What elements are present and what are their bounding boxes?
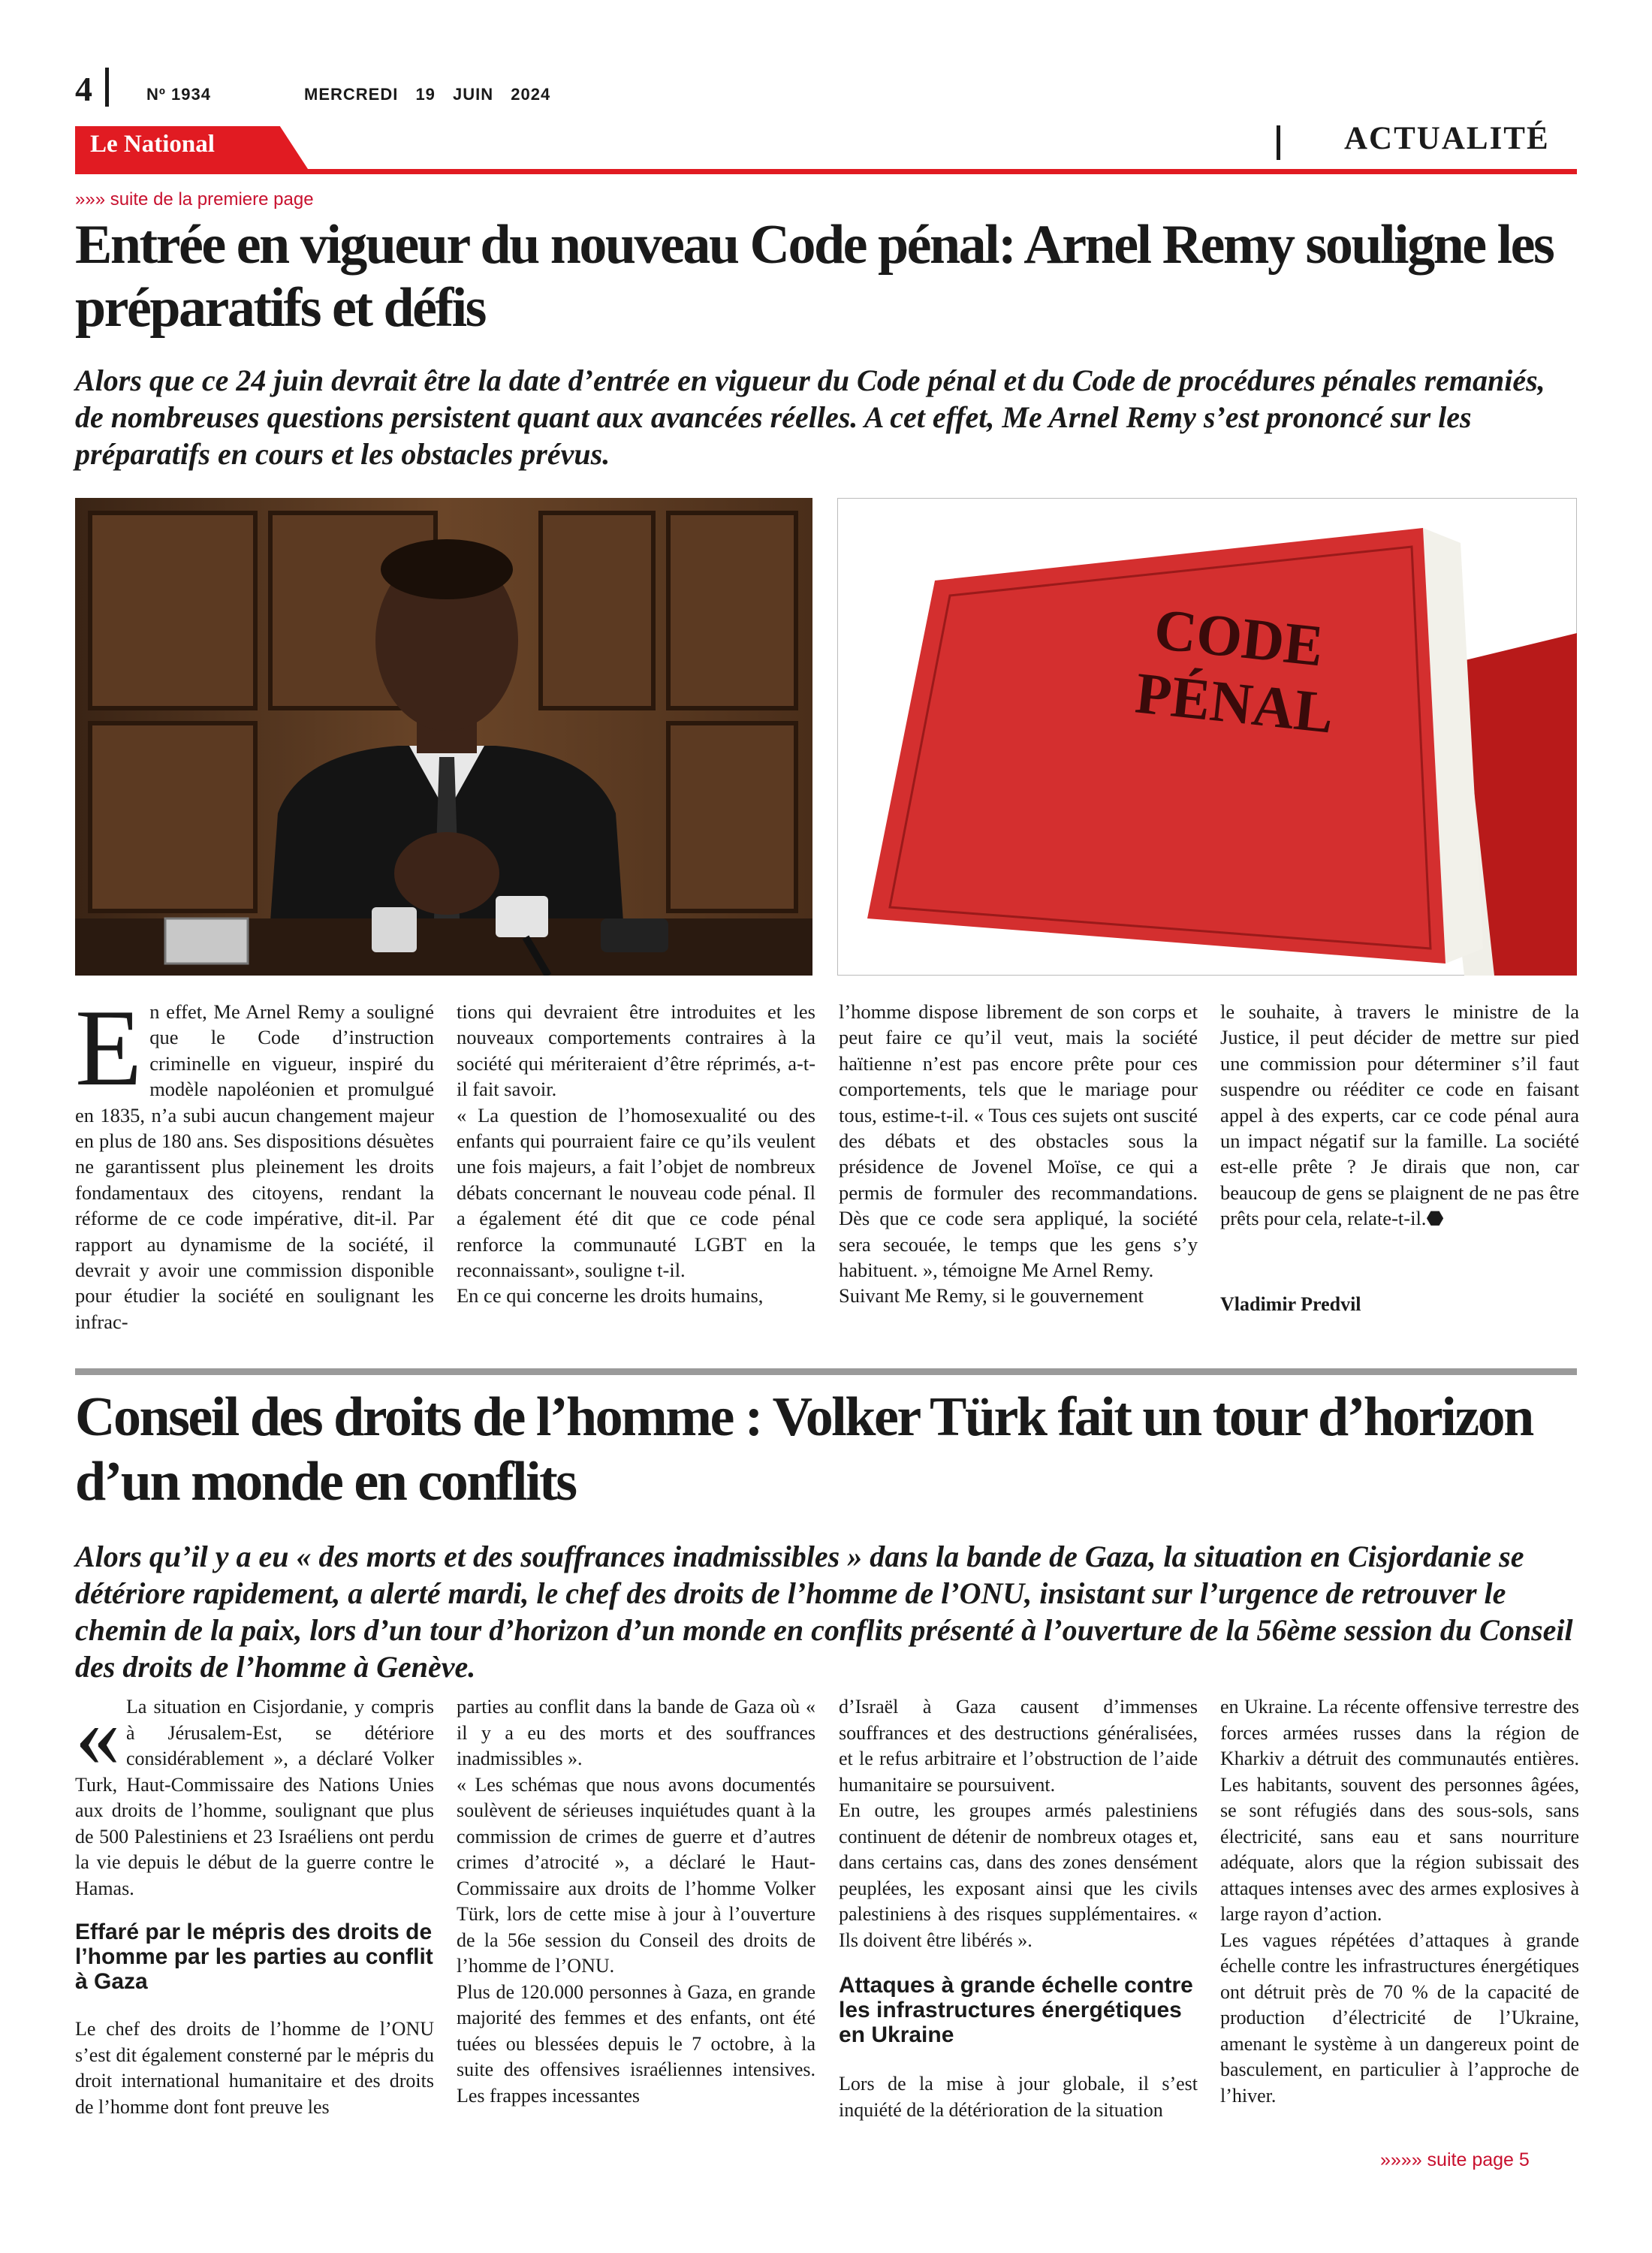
paragraph: Le chef des droits de l’homme de l’ONU s’est dit également consterné par le mépris du droit international humanitaire et des droits de l’homme dont font preuve les — [75, 2018, 434, 2118]
section-divider — [1277, 125, 1280, 160]
paragraph: « Les schémas que nous avons documentés soulèvent de sérieuses inquiétudes quant à la commission de crimes de guerre et d’autres crimes d’atrocité », a déclaré le Haut-Commissaire aux droits de l’homme Volker Türk, lors de cette mise à jour à l’ouverture de la 56e session du Conseil des droits de l’homme de l’ONU. — [457, 1773, 815, 1977]
book-title-line1: CODE — [1151, 596, 1327, 679]
article1-column-2 — [457, 999, 815, 1309]
article2-column-2 — [457, 1694, 815, 2109]
article1-column-4 — [1220, 999, 1579, 1232]
page-number: 4 — [75, 70, 92, 108]
article-separator — [75, 1368, 1577, 1375]
drop-cap: E — [75, 987, 143, 1108]
code-book-photo — [837, 498, 1577, 976]
paragraph: Les vagues répétées d’attaques à grande échelle contre les infrastructures énergétiques ont détruit près de 70 % de la capacité de production d’électricité de l’Ukraine, amenant le système à un dangereux point de basculement, en particulier à l’approche de l’hiver. — [1220, 1929, 1579, 2107]
continued-from-label: »»» suite de la premiere page — [75, 189, 314, 210]
subheading: Attaques à grande échelle contre les infrastructures énergétiques en Ukraine — [839, 1973, 1193, 2047]
article1-column-3 — [839, 999, 1198, 1309]
paragraph: La situation en Cisjordanie, y compris à Jérusalem-Est, se détériore considérablement », a déclaré Volker Turk, Haut-Commissaire des Nations Unies aux droits de l’homme, soulignant que plus de 500 Palestiniens et 23 Israéliens ont perdu la vie depuis le début de la guerre contre le Hamas. — [75, 1696, 434, 1899]
byline: Vladimir Predvil — [1220, 1293, 1361, 1315]
paragraph: tions qui devraient être introduites et les nouveaux comportements contraires à la société qui mériteraient d’être réprimés, a-t-il fait savoir. — [457, 1000, 815, 1101]
continued-on-link[interactable]: »»»» suite page 5 — [1380, 2149, 1530, 2170]
paragraph: l’homme dispose librement de son corps et peut faire ce qu’il veut, mais la société haïtienne n’est pas encore prête pour ces comportements, tels que le mariage pour tous, estime-t-il. « Tous ces sujets ont suscité des débats et des obstacles sous la présidence de Jovenel Moïse, ce qui a permis de formuler des recommandations. Dès que ce code sera appliqué, la société sera secouée, le temps que les gens s’y habituent. », témoigne Me Arnel Remy. — [839, 1000, 1198, 1282]
article2-column-3 — [839, 1694, 1198, 2123]
paragraph: le souhaite, à travers le ministre de la Justice, il peut décider de mettre sur pied une commission pour déterminer s’il faut suspendre ou rééditer ce code en faisant appel à des experts, car ce code pénal aura un impact négatif sur la famille. La société est-elle prête ? Je dirais que non, car beaucoup de gens se plaignent de ne pas être prêts pour cela, relate-t-il. — [1220, 1000, 1579, 1230]
paragraph: en Ukraine. La récente offensive terrestre des forces armées russes dans la région de Kharkiv a détruit des communautés entières. Les habitants, souvent des personnes âgées, se sont réfugiés dans des sous-sols, sans électricité, sans eau et sans nourriture adéquate, alors que la région subissait des attaques intenses avec des armes explosives à large rayon d’action. — [1220, 1696, 1579, 1925]
paragraph: n effet, Me Arnel Remy a souligné que le Code d’instruction criminelle en vigueur, inspiré du modèle napoléonien et promulgué en 1835, n’a subi aucun changement majeur en plus de 180 ans. Ses dispositions désuètes ne garantissent plus pleinement les droits fondamentaux des citoyens, rendant la réforme de ce code impérative, dit-il. Par rapport au dynamisme de la société, il devrait y avoir une commission disponible pour étudier la société en soulignant les infrac- — [75, 1000, 434, 1333]
quote-mark: « — [75, 1685, 120, 1785]
article2-column-1 — [75, 1685, 434, 2120]
issue-date: MERCREDI 19 JUIN 2024 — [304, 85, 551, 104]
section-label: ACTUALITÉ — [1344, 121, 1550, 156]
subheading: Effaré par le mépris des droits de l’homme par les parties au conflit à Gaza — [75, 1920, 433, 1994]
article2-column-4 — [1220, 1694, 1579, 2109]
paragraph: Plus de 120.000 personnes à Gaza, en grande majorité des femmes et des enfants, ont été tuées ou blessées depuis le 7 octobre, à la suite des offensives israéliennes intensives. Les frappes incessantes — [457, 1980, 815, 2107]
article1-column-1 — [75, 987, 434, 1335]
brand-name: Le National — [90, 131, 215, 158]
page-number-divider — [105, 68, 109, 107]
paragraph: Suivant Me Remy, si le gouvernement — [839, 1284, 1144, 1307]
header-rule — [75, 169, 1577, 174]
article-lead: Alors qu’il y a eu « des morts et des souffrances inadmissibles » dans la bande de Gaza, la situation en Cisjordanie se détériore rapidement, a alerté mardi, le chef des droits de l’homme de l’ONU, insistant sur l’urgence de retrouver le chemin de la paix, lors d’un tour d’horizon d’un monde en conflits présenté à l’ouverture de la 56ème session du Conseil des droits de l’homme à Genève. — [75, 1540, 1573, 1684]
paragraph: En outre, les groupes armés palestiniens continuent de détenir de nombreux otages et, dans certains cas, dans des zones densément peuplées, les exposant ainsi que les civils palestiniens à des risques supplémentaires. « Ils doivent être libérés ». — [839, 1799, 1198, 1951]
paragraph: parties au conflit dans la bande de Gaza où « il y a eu des morts et des souffrances inadmissibles ». — [457, 1696, 815, 1769]
article-lead: Alors que ce 24 juin devrait être la date d’entrée en vigueur du Code pénal et du Code de procédures pénales remaniés, de nombreuses questions persistent quant aux avancées réelles. A cet effet, Me Arnel Remy s’est prononcé sur les préparatifs en cours et les obstacles prévus. — [75, 363, 1545, 471]
article-title: Conseil des droits de l’homme : Volker Türk fait un tour d’horizon d’un monde en conflits — [75, 1386, 1533, 1513]
paragraph: En ce qui concerne les droits humains, — [457, 1284, 764, 1307]
speaker-photo — [75, 498, 812, 976]
article-title: Entrée en vigueur du nouveau Code pénal: Arnel Remy souligne les préparatifs et défis — [75, 214, 1554, 339]
end-mark-icon: ⬣ — [1426, 1207, 1444, 1230]
paragraph: « La question de l’homosexualité ou des enfants qui pourraient faire ce qu’ils veulent une fois majeurs, a fait l’objet de nombreux débats concernant le nouveau code pénal. Il a également été dit que ce code pénal renforce la communauté LGBT en la reconnaissant», souligne t-il. — [457, 1103, 815, 1282]
issue-number: Nº 1934 — [146, 85, 211, 104]
paragraph: d’Israël à Gaza causent d’immenses souffrances et des destructions généralisées, et le refus arbitraire et l’obstruction de l’aide humanitaire se poursuivent. — [839, 1696, 1198, 1796]
paragraph: Lors de la mise à jour globale, il s’est inquiété de la détérioration de la situation — [839, 2073, 1198, 2121]
book-title-line2: PÉNAL — [1132, 659, 1337, 746]
